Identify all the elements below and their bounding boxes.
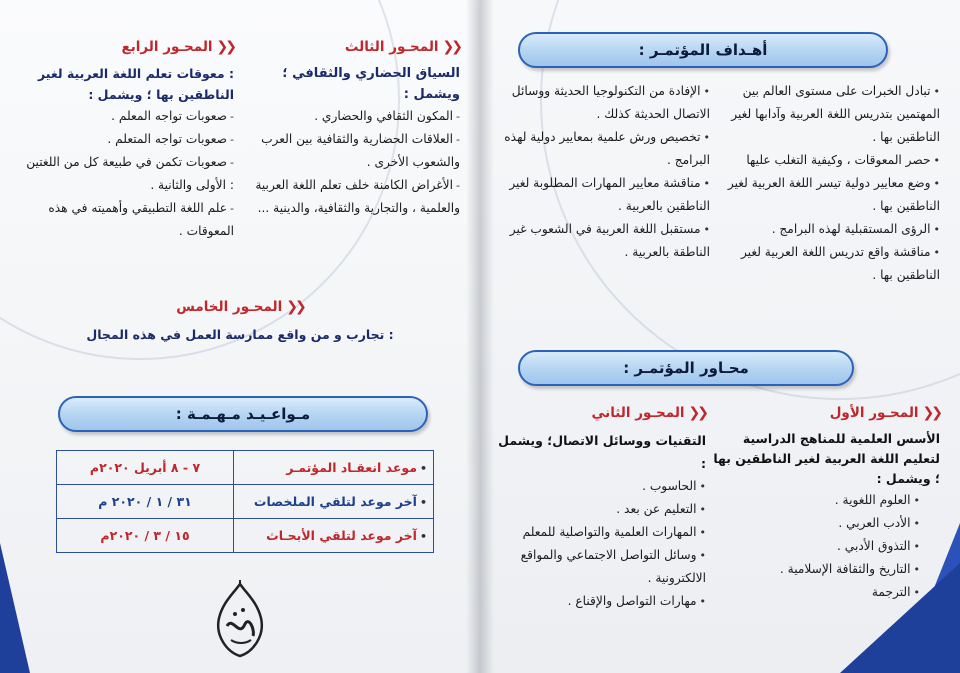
- list-item: •الأدب العربي .: [838, 516, 920, 530]
- list-item: -العلاقات الحضارية والثقافية بين العرب والشعوب الأخرى .: [261, 132, 460, 169]
- bullet-icon: •: [933, 223, 940, 236]
- bullet-icon: •: [703, 177, 710, 190]
- list-item: •التاريخ والثقافة الإسلامية .: [779, 562, 920, 576]
- axis-fifth: [40, 296, 440, 346]
- goals-title-pill: [518, 32, 888, 68]
- dates-table: [56, 450, 434, 553]
- bullet-icon: •: [933, 154, 940, 167]
- axes-title: محـاور المؤتمـر :: [623, 359, 749, 377]
- list-item: •مناقشة واقع تدريس اللغة العربية لغير الناطقين بها .: [740, 245, 940, 282]
- axis-second-heading: ❮❮ المحـور الثاني: [490, 402, 706, 425]
- dates-title: مـواعـيـد مـهـمـة :: [175, 405, 311, 423]
- date-value: ٣١ / ١ / ٢٠٢٠ م: [57, 485, 234, 519]
- axis-fifth-text: : تجارب و من واقع ممارسة العمل في هذه المجال: [86, 327, 394, 342]
- list-item: -علم اللغة التطبيقي وأهميته في هذه المعوقات .: [48, 201, 234, 238]
- axis-fourth: [24, 36, 234, 243]
- date-label: •آخر موعد لتلقي الأبحـاث: [234, 519, 434, 553]
- list-item: -صعوبات تكمن في طبيعة كل من اللغتين : الأولى والثانية .: [26, 155, 234, 192]
- list-item: •الإفادة من التكنولوجيا الحديثة ووسائل الاتصال الحديثة كذلك .: [511, 84, 710, 121]
- dash-icon: -: [230, 133, 234, 146]
- bullet-icon: •: [933, 246, 940, 259]
- list-item: -صعوبات تواجه المعلم .: [111, 109, 234, 123]
- list-item: •مهارات التواصل والإقناع .: [567, 594, 706, 608]
- axis-first: [712, 402, 940, 604]
- date-value: ٧ - ٨ أبريل ٢٠٢٠م: [57, 451, 234, 485]
- list-item: •مستقبل اللغة العربية في الشعوب غير الناطقة بالعربية .: [509, 222, 710, 259]
- bullet-icon: •: [419, 530, 427, 543]
- dash-icon: -: [230, 156, 234, 169]
- axis-fourth-heading: ❮❮ المحـور الرابع: [24, 36, 234, 59]
- goals-right-column: [714, 80, 940, 287]
- dates-title-pill: [58, 396, 428, 432]
- chevron-left-icon: ❮❮: [688, 405, 706, 421]
- bullet-icon: •: [419, 462, 427, 475]
- bullet-icon: •: [913, 563, 920, 576]
- list-item: -صعوبات تواجه المتعلم .: [107, 132, 234, 146]
- goals-title: أهـداف المؤتمـر :: [638, 41, 768, 59]
- bullet-icon: •: [699, 595, 706, 608]
- list-item: -الأغراض الكامنة خلف تعلم اللغة العربية والعلمية ، والتجارية والثقافية، والدينية ...: [255, 178, 460, 215]
- chevron-left-icon: ❮❮: [216, 39, 234, 55]
- list-item: •الترجمة: [871, 585, 920, 599]
- table-row: [57, 519, 434, 553]
- date-label: •آخر موعد لتلقي الملخصات: [234, 485, 434, 519]
- bullet-icon: •: [913, 540, 920, 553]
- bullet-icon: •: [699, 503, 706, 516]
- bullet-icon: •: [703, 223, 710, 236]
- bullet-icon: •: [913, 517, 920, 530]
- axis-third-heading: ❮❮ المحـور الثالث: [250, 36, 460, 59]
- chevron-left-icon: ❮❮: [922, 405, 940, 421]
- list-item: •وضع معايير دولية تيسر اللغة العربية لغير الناطقين بها .: [727, 176, 940, 213]
- list-item: •الرؤى المستقبلية لهذه البرامج .: [771, 222, 940, 236]
- list-item: -المكون الثقافي والحضاري .: [314, 109, 460, 123]
- list-item: •وسائل التواصل الاجتماعي والمواقع الالكترونية .: [520, 548, 706, 585]
- date-label: •موعد انعقـاد المؤتمـر: [234, 451, 434, 485]
- bullet-icon: •: [699, 480, 706, 493]
- bullet-icon: •: [913, 494, 920, 507]
- axis-fifth-heading: ❮❮ المحـور الخامس: [40, 296, 440, 319]
- list-item: •المهارات العلمية والتواصلية للمعلم: [522, 525, 706, 539]
- bullet-icon: •: [703, 85, 710, 98]
- chevron-left-icon: ❮❮: [442, 39, 460, 55]
- axis-third: [250, 36, 460, 220]
- axis-fourth-intro: : معوقات تعلم اللغة العربية لغير الناطقين بها ؛ ويشمل :: [37, 66, 234, 102]
- chevron-left-icon: ❮❮: [286, 299, 304, 315]
- list-item: •العلوم اللغوية .: [834, 493, 920, 507]
- list-item: •التعليم عن بعد .: [616, 502, 706, 516]
- dash-icon: -: [456, 179, 460, 192]
- list-item: •حصر المعوقات ، وكيفية التغلب عليها: [746, 153, 940, 167]
- axis-third-intro: السياق الحضاري والثقافي ؛ ويشمل :: [282, 66, 460, 102]
- axis-second-intro: التقنيات ووسائل الاتصال؛ ويشمل :: [498, 433, 706, 471]
- list-item: •مناقشة معايير المهارات المطلوبة لغير الناطقين بالعربية .: [509, 176, 710, 213]
- dash-icon: -: [456, 133, 460, 146]
- corner-decoration: [0, 543, 30, 673]
- axis-first-heading: ❮❮ المحـور الأول: [712, 402, 940, 425]
- bullet-icon: •: [699, 526, 706, 539]
- axis-second: [490, 402, 706, 613]
- bullet-icon: •: [933, 85, 940, 98]
- bullet-icon: •: [913, 586, 920, 599]
- dash-icon: -: [230, 110, 234, 123]
- bullet-icon: •: [933, 177, 940, 190]
- bullet-icon: •: [419, 496, 427, 509]
- axes-title-pill: [518, 350, 854, 386]
- dash-icon: -: [456, 110, 460, 123]
- list-item: •التذوق الأدبي .: [837, 539, 920, 553]
- list-item: •الحاسوب .: [642, 479, 706, 493]
- table-row: [57, 451, 434, 485]
- axis-first-intro: الأسس العلمية للمناهج الدراسية لتعليم اللغة العربية لغير الناطقين بها ؛ ويشمل :: [713, 431, 940, 486]
- list-item: •تبادل الخبرات على مستوى العالم بين المهتمين بتدريس اللغة العربية وآدابها لغير الناطقين بها .: [731, 84, 940, 144]
- table-row: [57, 485, 434, 519]
- list-item: •تخصيص ورش علمية بمعايير دولية لهذه البرامج .: [504, 130, 710, 167]
- calligraphy-emblem-icon: [205, 580, 275, 660]
- bullet-icon: •: [703, 131, 710, 144]
- dash-icon: -: [230, 202, 234, 215]
- goals-left-column: [498, 80, 710, 264]
- bullet-icon: •: [699, 549, 706, 562]
- date-value: ١٥ / ٣ / ٢٠٢٠م: [57, 519, 234, 553]
